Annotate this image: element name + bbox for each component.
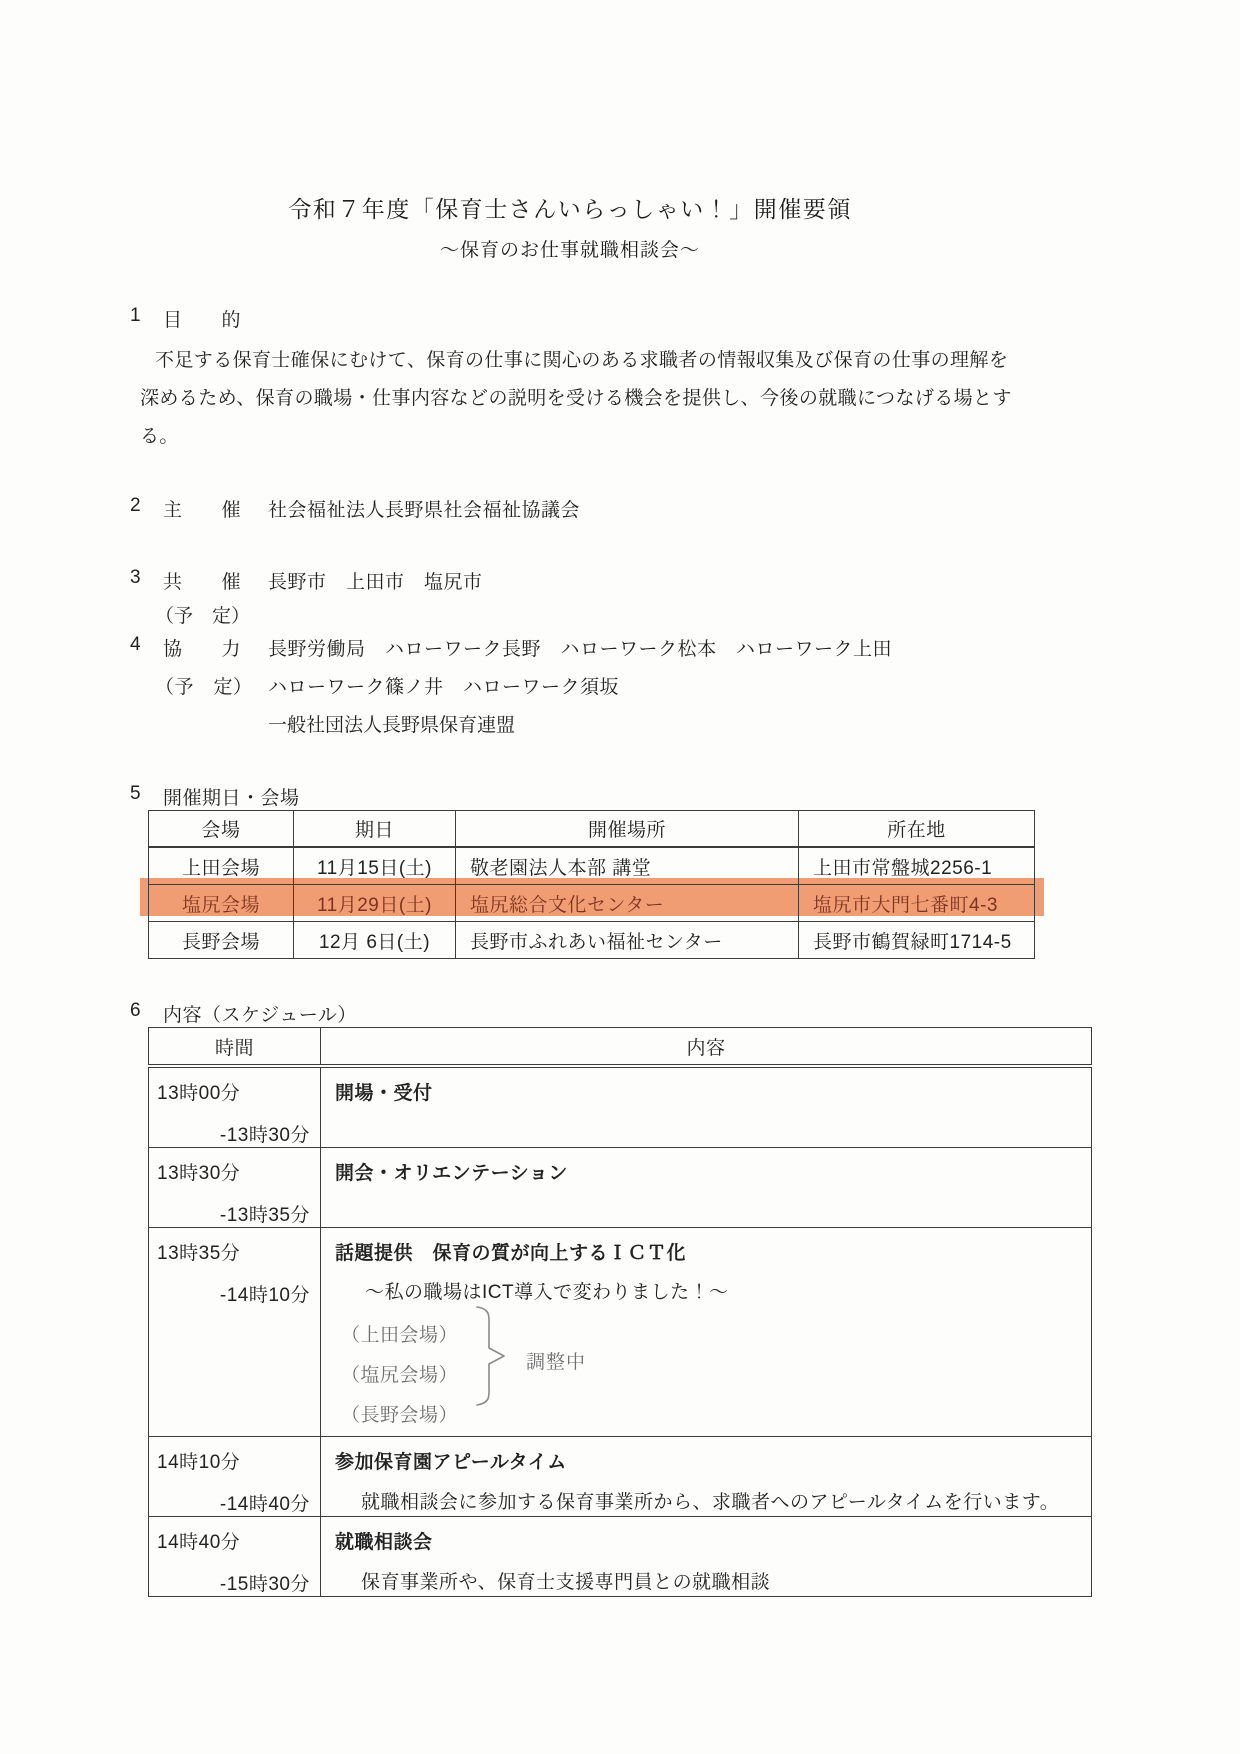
schedule-venue-label: （塩尻会場）: [341, 1365, 459, 1386]
schedule-row: [149, 1517, 1092, 1597]
venue-table-row: [149, 847, 1035, 885]
section-number: 4: [130, 634, 142, 655]
section-cooperation: [130, 634, 892, 661]
schedule-table: [148, 1027, 1092, 1597]
venue-header-cell: 会場: [149, 811, 294, 848]
schedule-item-title: 開場・受付: [335, 1083, 433, 1104]
venue-cell: 長野会場: [149, 922, 294, 959]
time-end: -13時30分: [219, 1125, 310, 1146]
time-start: 13時35分: [157, 1243, 241, 1264]
venue-cell: 11月15日(土): [294, 847, 456, 885]
venues-heading: 開催期日・会場: [163, 788, 300, 809]
title-block: [0, 191, 1140, 262]
section-schedule-heading: [130, 1000, 357, 1027]
schedule-item-title: 開会・オリエンテーション: [335, 1163, 568, 1184]
venue-cell: 長野市ふれあい福祉センター: [456, 922, 799, 959]
schedule-item-title: 話題提供 保育の質が向上するＩＣＴ化: [335, 1243, 687, 1264]
schedule-item-title: 就職相談会: [335, 1532, 433, 1553]
schedule-row: [149, 1437, 1092, 1517]
venue-cell: 11月29日(土): [294, 885, 456, 922]
section-purpose-heading: [130, 305, 268, 332]
schedule-header-cell: 時間: [149, 1028, 321, 1067]
section-number: 6: [130, 1000, 142, 1021]
venue-table-row: [149, 922, 1035, 959]
schedule-row: [149, 1148, 1092, 1228]
section-host: [130, 495, 580, 522]
schedule-item-description: 保育事業所や、保育士支援専門員との就職相談: [361, 1572, 771, 1593]
venue-cell: 上田市常盤城2256-1: [799, 847, 1035, 885]
document-title: 令和７年度「保育士さんいらっしゃい！」開催要領: [288, 196, 852, 222]
venue-cell: 塩尻総合文化センター: [456, 885, 799, 922]
schedule-time-cell: [149, 1228, 321, 1437]
schedule-content-cell: [321, 1228, 1092, 1437]
venue-header-cell: 所在地: [799, 811, 1035, 848]
venue-cell: 塩尻会場: [149, 885, 294, 922]
schedule-content-cell: [321, 1148, 1092, 1228]
cooperation-note-row: [155, 672, 619, 699]
cooperation-line-1: 長野労働局 ハローワーク長野 ハローワーク松本 ハローワーク上田: [268, 639, 893, 660]
schedule-time-cell: [149, 1148, 321, 1228]
schedule-heading: 内容（スケジュール）: [163, 1005, 357, 1026]
cohost-value: 長野市 上田市 塩尻市: [268, 572, 483, 593]
venue-cell: 長野市鶴賀緑町1714-5: [799, 922, 1035, 959]
venue-header-cell: 開催場所: [456, 811, 799, 848]
section-venues-heading: [130, 783, 300, 810]
document-subtitle: ～保育のお仕事就職相談会～: [439, 240, 700, 261]
time-end: -15時30分: [219, 1574, 310, 1595]
time-start: 13時30分: [157, 1163, 241, 1184]
time-end: -14時40分: [219, 1494, 310, 1515]
time-end: -13時35分: [219, 1205, 310, 1226]
purpose-line-1: 不足する保育士確保にむけて、保育の仕事に関心のある求職者の情報収集及び保育の仕事の理解を: [155, 350, 1009, 371]
cooperation-note: （予 定）: [155, 677, 253, 698]
purpose-line-3: る。: [140, 426, 179, 447]
adjustment-note: 調整中: [526, 1352, 587, 1373]
section-label: 協 力: [163, 639, 242, 660]
schedule-content-cell: [321, 1437, 1092, 1517]
schedule-row: [149, 1066, 1092, 1148]
section-number: 2: [130, 495, 142, 516]
venue-header-cell: 期日: [294, 811, 456, 848]
schedule-venue-label: （上田会場）: [341, 1325, 459, 1346]
purpose-line-2: 深めるため、保育の職場・仕事内容などの説明を受ける機会を提供し、今後の就職につなげる場とす: [140, 388, 1012, 409]
venue-table-header: [149, 811, 1035, 848]
schedule-item-title: 参加保育園アピールタイム: [335, 1452, 567, 1473]
cohost-note: （予 定）: [155, 606, 251, 627]
schedule-venue-label: （長野会場）: [341, 1405, 459, 1426]
section-cohost: [130, 567, 483, 594]
section-number: 3: [130, 567, 142, 588]
cooperation-line-3: 一般社団法人長野県保育連盟: [268, 715, 516, 736]
time-start: 13時00分: [157, 1083, 241, 1104]
section-number: 5: [130, 783, 142, 804]
schedule-content-cell: [321, 1517, 1092, 1597]
section-label: 目 的: [163, 310, 242, 331]
time-start: 14時10分: [157, 1452, 241, 1473]
section-label: 主 催: [163, 500, 242, 521]
cooperation-line-2: ハローワーク篠ノ井 ハローワーク須坂: [268, 677, 620, 698]
brace-connector-icon: [471, 1304, 513, 1408]
schedule-content-cell: [321, 1066, 1092, 1148]
venue-cell: 敬老園法人本部 講堂: [456, 847, 799, 885]
time-start: 14時40分: [157, 1532, 241, 1553]
venue-table: [148, 810, 1035, 959]
schedule-time-cell: [149, 1517, 321, 1597]
venue-table-row-highlighted: [149, 885, 1035, 922]
section-label: 共 催: [163, 572, 242, 593]
schedule-item-subtitle: ～私の職場はICT導入で変わりました！～: [365, 1282, 729, 1303]
schedule-header-cell: 内容: [321, 1028, 1092, 1067]
schedule-row: [149, 1228, 1092, 1437]
schedule-time-cell: [149, 1066, 321, 1148]
schedule-time-cell: [149, 1437, 321, 1517]
schedule-item-description: 就職相談会に参加する保育事業所から、求職者へのアピールタイムを行います。: [361, 1492, 1060, 1513]
venue-cell: 塩尻市大門七番町4-3: [799, 885, 1035, 922]
host-value: 社会福祉法人長野県社会福祉協議会: [268, 500, 581, 521]
venue-cell: 12月 6日(土): [294, 922, 456, 959]
time-end: -14時10分: [219, 1285, 310, 1306]
venue-cell: 上田会場: [149, 847, 294, 885]
schedule-table-header: [149, 1028, 1092, 1067]
section-number: 1: [130, 305, 142, 326]
